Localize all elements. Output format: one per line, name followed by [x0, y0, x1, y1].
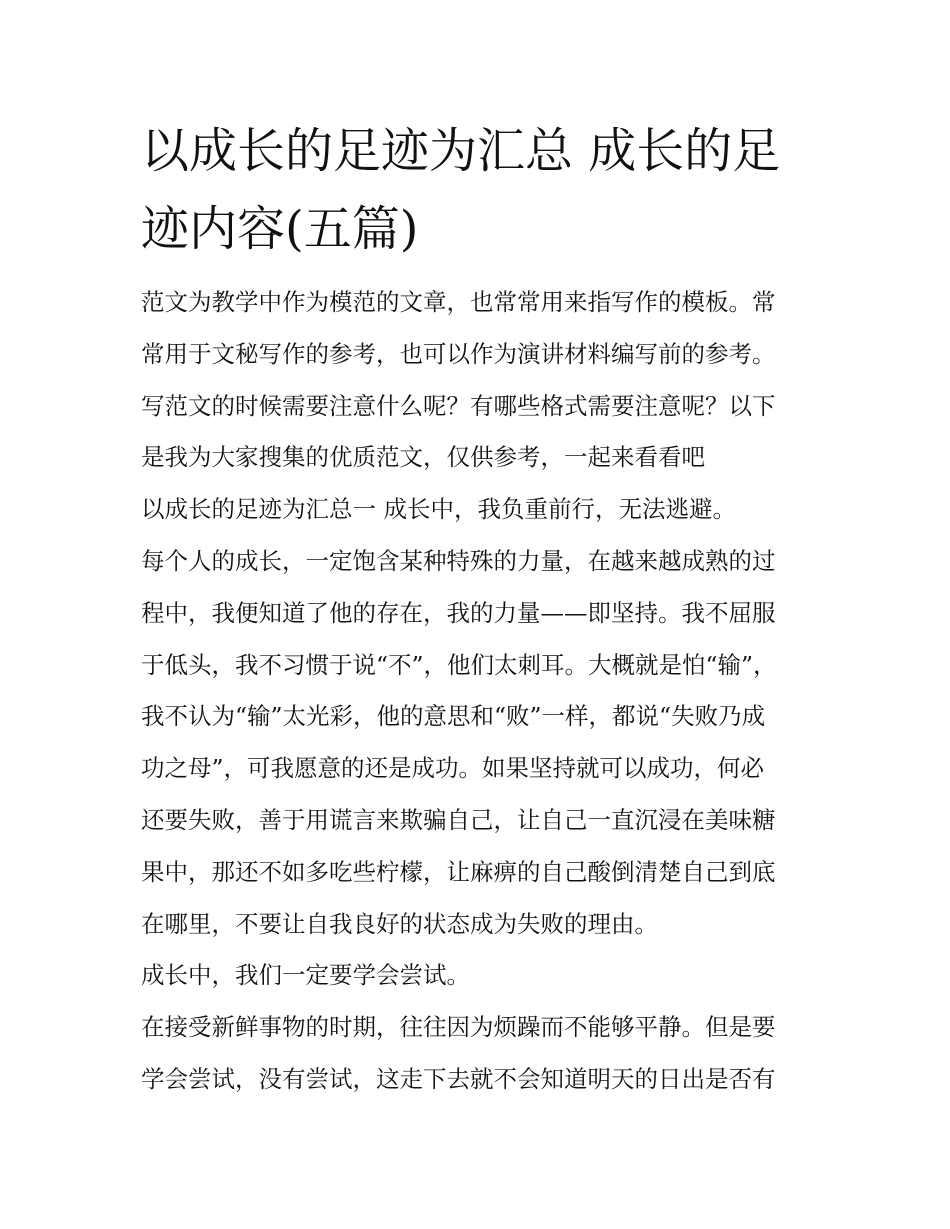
body-line: 程中，我便知道了他的存在，我的力量——即坚持。我不屈服: [141, 598, 776, 627]
document-body: [141, 281, 841, 1110]
title-line: 以成长的足迹为汇总 成长的足: [141, 123, 781, 179]
body-line: 学会尝试，没有尝试，这走下去就不会知道明天的日出是否有: [141, 1064, 776, 1093]
body-line: 于低头，我不习惯于说“不”，他们太刺耳。大概就是怕“输”，: [141, 650, 777, 679]
body-line: 是我为大家搜集的优质范文，仅供参考，一起来看看吧: [141, 443, 705, 472]
body-line: 以成长的足迹为汇总一 成长中，我负重前行，无法逃避。: [141, 495, 736, 524]
document-title: [141, 112, 831, 268]
body-line: 常用于文秘写作的参考，也可以作为演讲材料编写前的参考。: [141, 339, 776, 368]
body-line: 还要失败，善于用谎言来欺骗自己，让自己一直沉浸在美味糖: [141, 805, 776, 834]
body-line: 我不认为“输”太光彩，他的意思和“败”一样，都说“失败乃成: [141, 702, 766, 731]
body-line: 范文为教学中作为模范的文章，也常常用来指写作的模板。常: [141, 288, 776, 316]
body-line: 写范文的时候需要注意什么呢？有哪些格式需要注意呢？以下: [141, 391, 776, 420]
body-line: 每个人的成长，一定饱含某种特殊的力量，在越来越成熟的过: [141, 546, 776, 575]
body-line: 在哪里，不要让自我良好的状态成为失败的理由。: [141, 909, 658, 938]
body-line: 成长中，我们一定要学会尝试。: [141, 961, 470, 990]
body-line: 功之母”，可我愿意的还是成功。如果坚持就可以成功，何必: [141, 754, 765, 783]
body-line: 在接受新鲜事物的时期，往往因为烦躁而不能够平静。但是要: [141, 1013, 776, 1042]
body-line: 果中，那还不如多吃些柠檬，让麻痹的自己酸倒清楚自己到底: [141, 857, 776, 886]
title-line: 迹内容(五篇): [141, 201, 419, 257]
